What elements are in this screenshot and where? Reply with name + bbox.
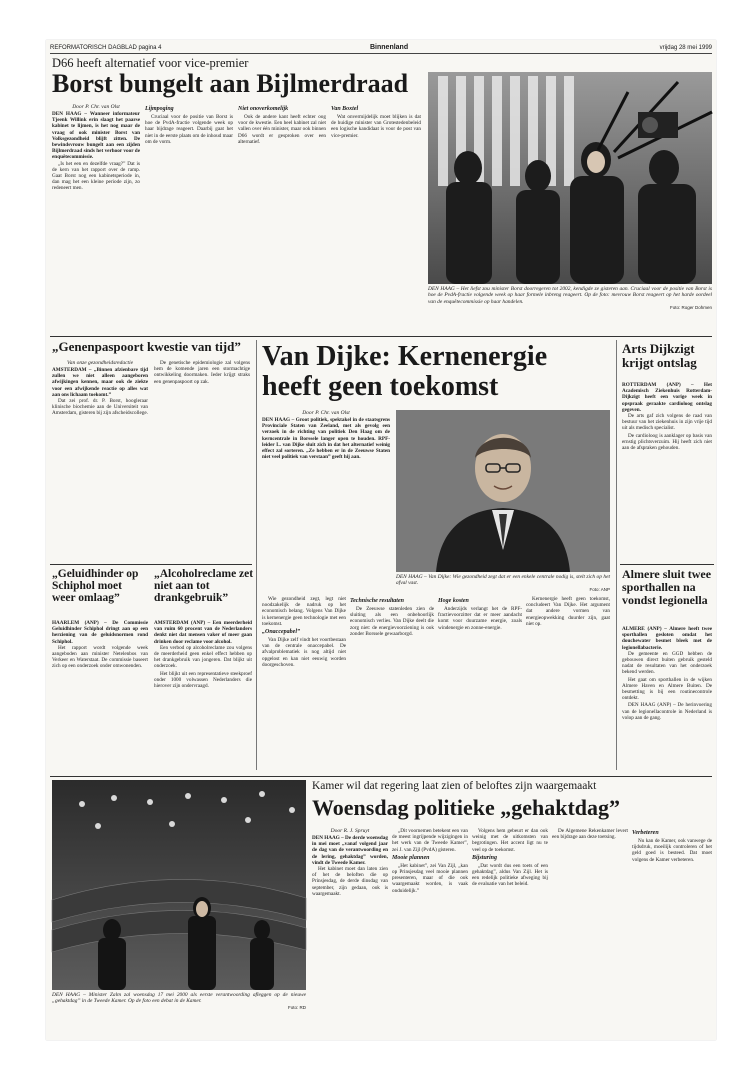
paragraph: De gemeente en GGD hebben de gebouwen direct buiten gebruik gesteld nadat de resultaten van het onderzoek bekend werden. (622, 650, 712, 676)
bottom-photo (52, 780, 306, 990)
dijkzigt-body (622, 382, 712, 562)
woensdag-col-2 (392, 828, 468, 1036)
top-story-headline (52, 71, 422, 101)
section-divider (50, 776, 712, 777)
vandijke-portrait-image (396, 410, 610, 572)
paragraph: Wie gezondheid zegt, legt niet noodzakelijk de nadruk op het economisch belang. Volgens Van Dijke is kernenergie geen technologie met een toekomst. (262, 596, 346, 627)
almere-body (622, 626, 712, 772)
woensdag-col-1 (312, 828, 388, 1036)
headline-text: „Geluidhinder op Schiphol moet weer omlaag” (52, 568, 139, 604)
photo-credit: Foto: ANP (589, 586, 610, 592)
byline: Door P. Chr. van Olst (302, 410, 350, 416)
headline-text: Woensdag politieke „gehaktdag” (312, 795, 621, 820)
top-story-col-4 (331, 104, 421, 334)
kicker-text: D66 heeft alternatief voor vice-premier (52, 56, 249, 70)
woensdag-col-4 (552, 828, 628, 1036)
paragraph: De genetische epidemiologie zal volgens hem de komende jaren een stormachtige ontwikkeling doormaken. Ieder krijgt straks een genenpaspoort op zak. (154, 360, 250, 385)
paragraph: Een verbod op alcoholreclame zou volgens de meerderheid geen enkel effect hebben op het drankgebruik van jongeren. Dat blijkt uit onderzoek. (154, 644, 252, 670)
paragraph: Nu kan de Kamer, ook vanwege de tijdsdruk, moeilijk controleren of het geld goed is besteed. Dat moet volgens de Kamer verbeteren. (632, 838, 712, 863)
subhead: Technische resultaten (350, 598, 404, 604)
vandijke-intro (262, 410, 390, 580)
paragraph: Van Dijke zelf vindt het voortbestaan van de centrale onaccepabel. De afvalproblematiek is nog altijd niet opgelost en kan niet eeuwig worden doorgeschoven. (262, 637, 346, 668)
vandijke-col-4 (526, 596, 610, 772)
subhead: Hoge kosten (438, 598, 469, 604)
subhead: Verbeteren (632, 830, 659, 836)
woensdag-col-3 (472, 828, 548, 1036)
top-story-col-1 (52, 104, 140, 334)
woensdag-col-5 (632, 828, 712, 1036)
top-story-col-2 (145, 104, 233, 334)
genenpaspoort-col-2 (154, 360, 250, 560)
lead-paragraph: DEN HAAG – Wanneer informateur Tjeenk Willink erin slaagt het paarse kabinet te lijmen, is het nog maar de vraag of ook minister Borst van Volksgezondheid blijft zitten. De bewindsvrouw bungelt aan een zijden Bijlmerdraad sinds het verhoor voor de enquêtecommissie. (52, 111, 140, 161)
vandijke-col-1 (262, 596, 346, 772)
kicker-text: Kamer wil dat regering laat zien of beloftes zijn waargemaakt (312, 780, 597, 792)
lead-paragraph: AMSTERDAM – „Binnen afzienbare tijd zullen we niet alleen aangeboren afwijkingen kennen, maar ook de ziekte voor een afwijkende reactie op alles wat aan ons lichaam toekomt.” (52, 367, 148, 398)
alcohol-body (154, 620, 252, 770)
subhead: Van Boxtel (331, 106, 359, 112)
headline-text: Almere sluit twee sporthallen na vondst legionella (622, 567, 712, 607)
dijkzigt-headline (622, 342, 712, 382)
bottom-photo-caption (52, 992, 306, 1036)
lead-paragraph: DEN HAAG – De derde woensdag in mei moet „vanaf volgend jaar de dag van de verantwoording en de lering, gehaktdag” worden, vindt de Tweede Kamer. (312, 835, 388, 866)
paragraph: Kernenergie heeft geen toekomst, concludeert Van Dijke. Het argument dat andere vormen van energieopwekking duurder zijn, gaat niet op. (526, 596, 610, 627)
lead-paragraph: ROTTERDAM (ANP) – Het Academisch Ziekenhuis Rotterdam-Dijkzigt heeft een vorige week in opspraak geraakte cardioloog ontslag gegeven. (622, 382, 712, 413)
paragraph: Het gaat om sporthallen in de wijken Almere Haven en Almere Buiten. De besmetting is bij een routinecontrole ontdekt. (622, 676, 712, 702)
woensdag-headline (312, 795, 712, 823)
vandijke-photo (396, 410, 610, 572)
paragraph: Het kabinet moet dan laten zien of het de beloften die op Prinsjesdag, de derde dinsdag van september, zijn gedaan, ook is waargemaakt. (312, 866, 388, 897)
almere-headline (622, 568, 712, 624)
alcohol-headline (154, 568, 254, 618)
paragraph: Anderzijds verlangt het de RPF-fractievoorzitter dat er meer aandacht komt voor duurzame energie, zoals windenergie en zonne-energie. (438, 606, 522, 631)
paragraph: Volgens hem gebeurt er dan ook weinig met de uitkomsten van begrotingen. Het accent ligt nu te veel op de toekomst. (472, 828, 548, 853)
vandijke-headline (262, 342, 610, 406)
subhead: Lijmpoging (145, 106, 174, 112)
gelui-headline (52, 568, 148, 618)
lead-paragraph: HAARLEM (ANP) – De Commissie Geluidhinder Schiphol dringt aan op een herziening van de geluidsnormen rond Schiphol. (52, 620, 148, 645)
top-photo-caption (428, 286, 712, 326)
gelui-body (52, 620, 148, 770)
paragraph: „Dit voornemen betekent een van de meest ingrijpende wijzigingen in het werk van de Tweede Kamer”, zei J. van Zijl (PvdA) gisteren. (392, 828, 468, 853)
headline-text: Arts Dijkzigt krijgt ontslag (622, 341, 697, 370)
photo-credit: Foto: Roger Dohmen (669, 305, 712, 311)
paragraph: De Algemene Rekenkamer levert een bijdrage aan deze toetsing. (552, 828, 628, 841)
top-story-col-3 (238, 104, 326, 334)
lead-paragraph: AMSTERDAM (ANP) – Een meerderheid van ruim 60 procent van de Nederlanders denkt niet dat mensen vaker of meer gaan drinken door reclame voor alcohol. (154, 620, 252, 645)
byline: Door R. J. Spruyt (330, 828, 370, 834)
vandijke-photo-caption (396, 574, 610, 592)
caption-text: DEN HAAG – Van Dijke: Wie gezondheid zegt dat er een enkele centrale nodig is, stelt zich op het afval vast. (396, 574, 610, 587)
paragraph: De cardioloog is aanklager op basis van ernstig plichtsverzuim. Hij heeft zich niet aan de afspraken gehouden. (622, 432, 712, 452)
woensdag-kicker (312, 780, 712, 794)
vandijke-col-2 (350, 596, 434, 772)
section-divider (620, 564, 714, 565)
header-date: vrijdag 28 mei 1999 (659, 45, 712, 51)
paragraph: „Dat wordt dus een toets of een gehaktdag”, aldus Van Zijl. Het is een redelijk politieke afweging bij de evaluatie van het beleid. (472, 862, 548, 888)
paragraph: Cruciaal voor de positie van Borst is hoe de PvdA-fractie volgende week op haar bijdrage reageert. Daarbij gaat het niet in de eerste plaats om de inhoud maar om de vorm. (145, 114, 233, 145)
byline: Door P. Chr. van Olst (72, 104, 120, 110)
column-rule (256, 340, 257, 770)
genenpaspoort-headline (52, 340, 252, 356)
headline-text: „Alcoholreclame zet niet aan tot drankgebruik” (154, 568, 254, 604)
subhead: Bijsturing (472, 854, 498, 861)
lead-paragraph: DEN HAAG – Groot politiek, spektakel in de staatsgrens Provinciale Staten van Zeeland, met als gevolg een verzoek in de richting van politiek Den Haag om de kerncentrale in Borssele langer open te houden. RPF-leider L. van Dijke sluit zich in dat het alternatief weinig effect zal sorteren. „Ze hebben er in de Zeeuwse Staten niet veel politiek van verstaan” geeft hij aan. (262, 417, 390, 461)
section-divider (50, 564, 252, 565)
caption-text: DEN HAAG – Minister Zalm zal woensdag 17 mei 2000 als eerste verantwoording afleggen op de nieuwe „gehaktdag” in de Tweede Kamer. Op de foto een debat in de Kamer. (52, 992, 306, 1005)
paragraph: Ook de andere kant heeft echter oog voor de kwestie. Een heel kabinet zal niet vallen over één minister, maar ook binnen D66 wordt er gesproken over een alternatief. (238, 114, 326, 145)
paragraph: Dat zei prof. dr. P. Borst, hoogleraar klinische biochemie aan de Universiteit van Amsterdam, gisteren bij zijn afscheidscollege. (52, 398, 148, 417)
paragraph: De Zeeuwse statenleden zien de sluiting als een onbehoorlijk economisch verlies. Van Dijke deelt die zorg niet: de energievoorziening is ook zonder Borssele gewaarborgd. (350, 606, 434, 637)
headline-text: „Genenpaspoort kwestie van tijd” (52, 339, 241, 354)
paragraph: „Het kabinet”, zei Van Zijl, „kan op Prinsjesdag veel mooie plannen presenteren, maar of die ook waargemaakt worden, is vaak onduidelijk.” (392, 862, 468, 894)
paragraph: De arts gaf zich volgens de raad van bestuur van het ziekenhuis in zijn vrije tijd uit als medisch specialist. (622, 413, 712, 432)
column-rule (616, 340, 617, 770)
vandijke-col-3 (438, 596, 522, 772)
header-left: REFORMATORISCH DAGBLAD pagina 4 (50, 45, 162, 51)
byline: Van onze gezondheidsredactie (66, 360, 134, 366)
top-photo (428, 72, 712, 284)
subhead: Niet onoverkomelijk (238, 106, 289, 112)
page-header (50, 43, 712, 54)
paragraph: DEN HAAG (ANP) – De herinvoering van de legionellacontrole in Nederland is volop aan de gang. (622, 702, 712, 721)
paragraph: Het blijkt uit een representatieve steekproef onder 1000 volwassen Nederlanders die hierover zijn ondervraagd. (154, 670, 252, 690)
lead-paragraph: ALMERE (ANP) – Almere heeft twee sporthallen gesloten omdat het douchewater besmet bleek met de legionellabacterie. (622, 626, 712, 651)
section-divider (50, 336, 712, 337)
headline-text: Borst bungelt aan Bijlmerdraad (52, 69, 409, 98)
genenpaspoort-col-1 (52, 360, 148, 560)
kamer-photo-image (52, 780, 306, 990)
header-section: Binnenland (370, 44, 409, 51)
newspaper-page (46, 40, 716, 1040)
borst-photo-image (428, 72, 712, 284)
paragraph: „Is het een en dezelfde vraag?” Dat is de kern van het rapport over de ramp. Gaat Borst nog een kabinetsperiode in, dan mag het een kleine periode zijn, zo redeneert men. (52, 160, 140, 192)
subhead: „Onaccepabel” (262, 629, 300, 636)
caption-text: DEN HAAG – Het liefst zou minister Borst doorregeren tot 2002, kendigde ze gisteren aan. Cruciaal voor de positie van Borst is hoe de PvdA-fractie volgende week op haar formele inbreng reageert. Op de foto: mevrouw Borst reageert op het harde oordeel van de enquêtecommissie op haar handelen. (428, 286, 712, 305)
paragraph: Wat onvermijdelijk moet blijken is dat de huidige minister van Grotestedenbeleid een logische kandidaat is voor de post van vice-premier. (331, 114, 421, 139)
headline-text: Van Dijke: Kernenergie heeft geen toekomst (262, 341, 548, 402)
paragraph: Het rapport wordt volgende week aangeboden aan minister Netelenbos van Verkeer en Waterstaat. De commissie baseert zich op een onderzoek onder omwonenden. (52, 644, 148, 670)
photo-credit: Foto: RD (287, 1004, 306, 1010)
subhead: Mooie plannen (392, 854, 430, 861)
